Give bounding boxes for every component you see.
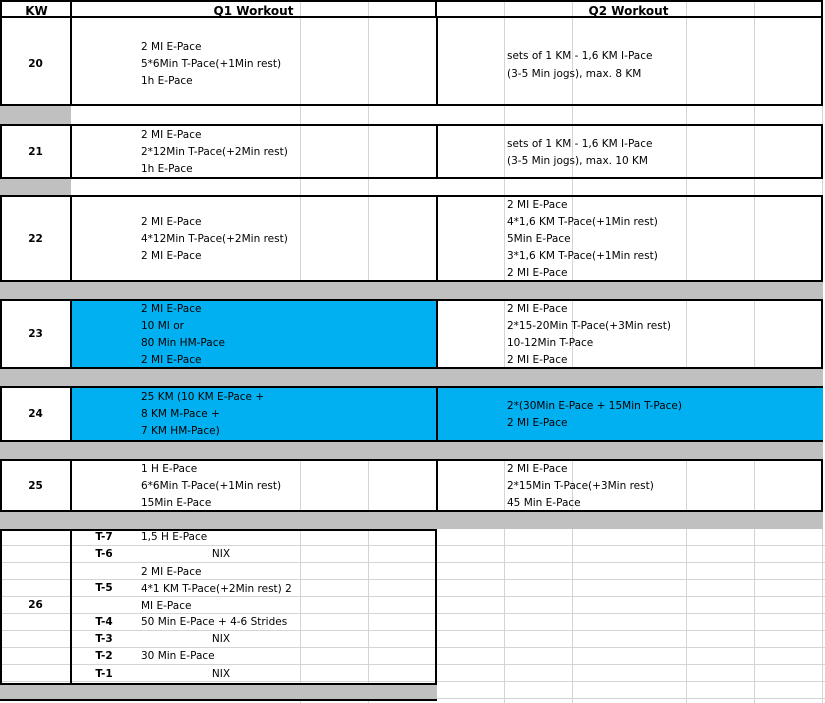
q1-line: 8 KM M-Pace +: [141, 408, 220, 420]
day-label: T-5: [95, 582, 113, 594]
q2-line: 4*1,6 KM T-Pace(+1Min rest): [507, 216, 658, 228]
week-row-21[interactable]: [0, 124, 823, 179]
day-label: T-1: [95, 668, 113, 680]
q2-line: (3-5 Min jogs), max. 8 KM: [507, 68, 642, 80]
q1-line: 2 MI E-Pace: [141, 354, 202, 366]
q1-line: 4*12Min T-Pace(+2Min rest): [141, 233, 288, 245]
header-q1[interactable]: Q1 Workout: [70, 0, 437, 18]
day-label: T-7: [95, 531, 113, 543]
kw-cell: 22: [28, 233, 43, 245]
separator-row: [0, 512, 823, 529]
q2-line: 2*15-20Min T-Pace(+3Min rest): [507, 320, 671, 332]
q1-line: 5*6Min T-Pace(+1Min rest): [141, 58, 282, 70]
q2-line: 2 MI E-Pace: [507, 417, 568, 429]
q2-line: sets of 1 KM - 1,6 KM I-Pace: [507, 138, 653, 150]
q2-line: (3-5 Min jogs), max. 10 KM: [507, 155, 648, 167]
q2-line: sets of 1 KM - 1,6 KM I-Pace: [507, 50, 653, 62]
day-text: 1,5 H E-Pace: [141, 531, 208, 543]
day-text: 30 Min E-Pace: [141, 650, 215, 662]
week-row-22[interactable]: [0, 195, 823, 282]
header-q2[interactable]: Q2 Workout: [436, 0, 823, 18]
q1-line: 1h E-Pace: [141, 163, 193, 175]
week-row-20[interactable]: [0, 18, 823, 106]
day-text: 4*1 KM T-Pace(+2Min rest) 2: [141, 583, 292, 595]
separator-row: [0, 685, 437, 701]
separator-row: [0, 369, 823, 386]
q1-line: 1h E-Pace: [141, 75, 193, 87]
day-label: T-2: [95, 650, 113, 662]
q1-line: 80 Min HM-Pace: [141, 337, 225, 349]
q2-line: 2*15Min T-Pace(+3Min rest): [507, 480, 654, 492]
q1-line: 2 MI E-Pace: [141, 250, 202, 262]
week-row-23[interactable]: [0, 299, 823, 369]
week-row-24[interactable]: [0, 386, 823, 442]
q2-line: 2 MI E-Pace: [507, 199, 568, 211]
kw-cell: 21: [28, 146, 43, 158]
kw-cell: 23: [28, 328, 43, 340]
day-label: T-6: [95, 548, 113, 560]
kw-cell: 24: [28, 408, 43, 420]
q2-line: 45 Min E-Pace: [507, 497, 581, 509]
q2-line: 10-12Min T-Pace: [507, 337, 594, 349]
q2-line: 2*(30Min E-Pace + 15Min T-Pace): [507, 400, 682, 412]
day-text: NIX: [211, 548, 231, 560]
q1-line: 15Min E-Pace: [141, 497, 212, 509]
q1-line: 2 MI E-Pace: [141, 216, 202, 228]
q1-line: 2*12Min T-Pace(+2Min rest): [141, 146, 288, 158]
day-text: NIX: [211, 668, 231, 680]
q2-line: 2 MI E-Pace: [507, 267, 568, 279]
q1-line: 7 KM HM-Pace): [141, 425, 220, 437]
kw-cell: 20: [28, 58, 43, 70]
kw-cell: 25: [28, 480, 43, 492]
q1-line: 25 KM (10 KM E-Pace +: [141, 391, 265, 403]
q1-line: 6*6Min T-Pace(+1Min rest): [141, 480, 282, 492]
day-text: 50 Min E-Pace + 4-6 Strides: [141, 616, 288, 628]
kw-cell: 26: [28, 599, 43, 611]
q1-line: 2 MI E-Pace: [141, 303, 202, 315]
q2-line: 3*1,6 KM T-Pace(+1Min rest): [507, 250, 658, 262]
week-row-25[interactable]: [0, 459, 823, 512]
q1-line: 2 MI E-Pace: [141, 41, 202, 53]
q2-line: 5Min E-Pace: [507, 233, 571, 245]
q1-line: 10 MI or: [141, 320, 184, 332]
q2-line: 2 MI E-Pace: [507, 463, 568, 475]
separator-row: [0, 106, 71, 124]
day-label: T-3: [95, 633, 113, 645]
q2-line: 2 MI E-Pace: [507, 354, 568, 366]
q1-line: 2 MI E-Pace: [141, 129, 202, 141]
separator-row: [0, 282, 823, 299]
q1-line: 1 H E-Pace: [141, 463, 198, 475]
day-label: T-4: [95, 616, 113, 628]
separator-row: [0, 442, 823, 459]
header-kw[interactable]: KW: [0, 0, 71, 18]
separator-row: [0, 179, 71, 195]
q2-line: 2 MI E-Pace: [507, 303, 568, 315]
day-text: 2 MI E-Pace: [141, 566, 202, 578]
day-text: MI E-Pace: [141, 600, 192, 612]
highlight-cell: [72, 301, 436, 367]
day-text: NIX: [211, 633, 231, 645]
